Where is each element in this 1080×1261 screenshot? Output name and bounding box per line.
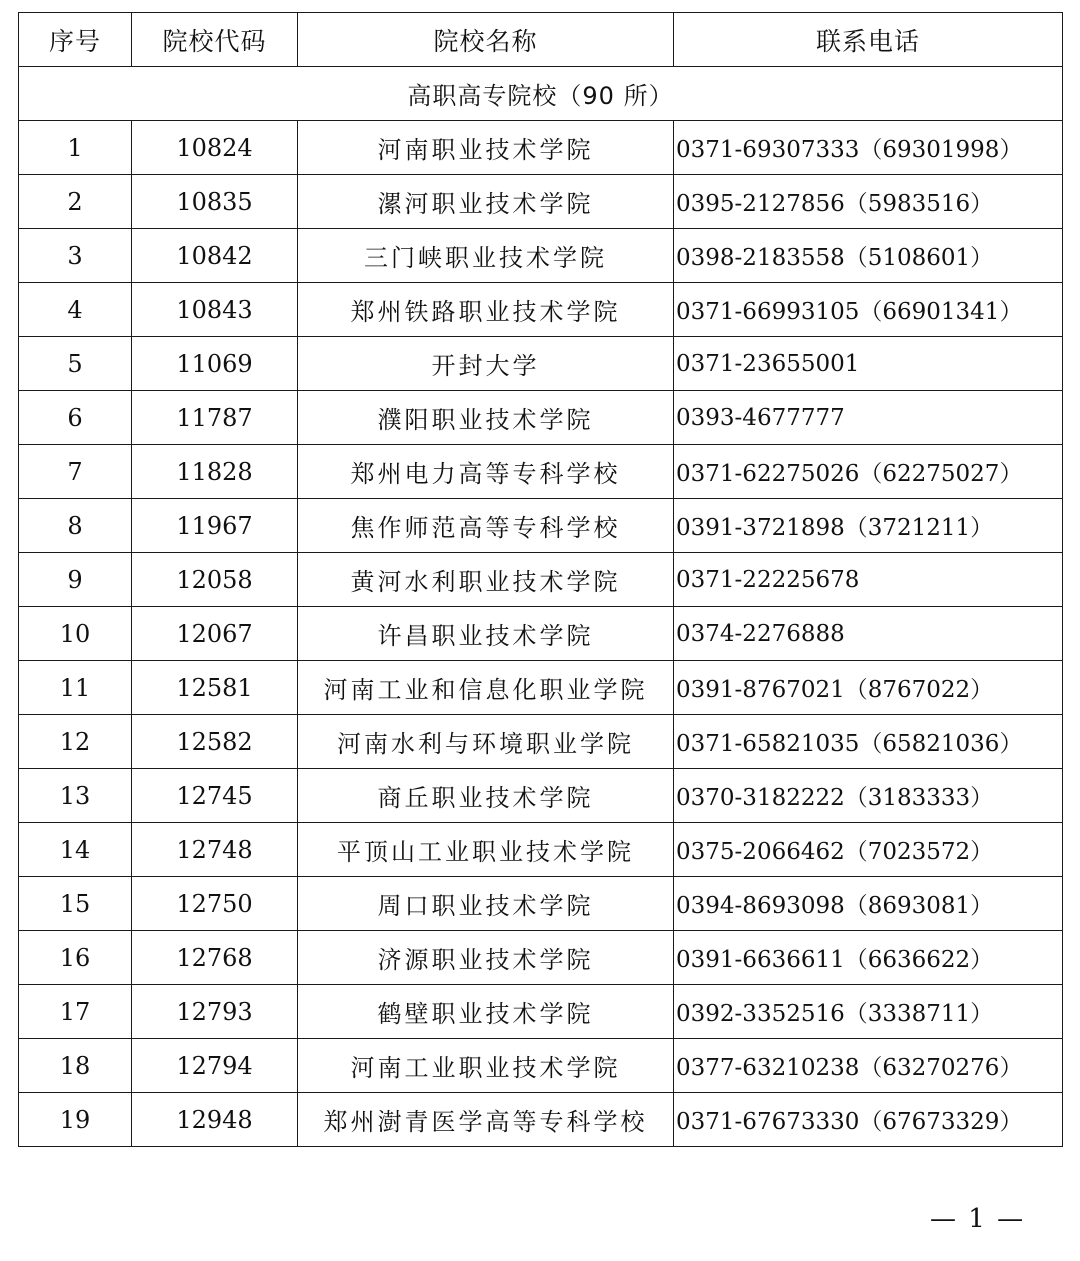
serial-number-cell: 13 [19, 769, 132, 823]
school-name-cell: 济源职业技术学院 [298, 931, 674, 985]
serial-number-cell: 8 [19, 499, 132, 553]
school-code-cell: 10843 [132, 283, 298, 337]
school-name-cell: 焦作师范高等专科学校 [298, 499, 674, 553]
serial-number-cell: 19 [19, 1093, 132, 1147]
school-name-cell: 周口职业技术学院 [298, 877, 674, 931]
serial-number-cell: 16 [19, 931, 132, 985]
table-row [19, 445, 1063, 499]
contact-phone-cell: 0371-67673330（67673329） [674, 1093, 1063, 1147]
school-code-cell: 12748 [132, 823, 298, 877]
contact-phone-cell: 0398-2183558（5108601） [674, 229, 1063, 283]
school-name-cell: 许昌职业技术学院 [298, 607, 674, 661]
section-title: 高职高专院校（90 所） [19, 67, 1063, 121]
section-row [19, 67, 1063, 121]
school-code-cell: 12750 [132, 877, 298, 931]
header-school-code: 院校代码 [132, 13, 298, 67]
header-school-name: 院校名称 [298, 13, 674, 67]
table-row [19, 985, 1063, 1039]
contact-phone-cell: 0377-63210238（63270276） [674, 1039, 1063, 1093]
table-row [19, 1039, 1063, 1093]
contact-phone-cell: 0391-8767021（8767022） [674, 661, 1063, 715]
table-row [19, 823, 1063, 877]
contact-phone-cell: 0371-23655001 [674, 337, 1063, 391]
contact-phone-cell: 0392-3352516（3338711） [674, 985, 1063, 1039]
school-code-cell: 12745 [132, 769, 298, 823]
school-code-cell: 12768 [132, 931, 298, 985]
school-name-cell: 河南工业职业技术学院 [298, 1039, 674, 1093]
school-code-cell: 12793 [132, 985, 298, 1039]
school-code-cell: 11967 [132, 499, 298, 553]
school-code-cell: 12794 [132, 1039, 298, 1093]
serial-number-cell: 18 [19, 1039, 132, 1093]
school-code-cell: 11787 [132, 391, 298, 445]
table-row [19, 1093, 1063, 1147]
contact-phone-cell: 0371-65821035（65821036） [674, 715, 1063, 769]
serial-number-cell: 7 [19, 445, 132, 499]
school-code-cell: 12058 [132, 553, 298, 607]
table-row [19, 931, 1063, 985]
serial-number-cell: 2 [19, 175, 132, 229]
table-row [19, 769, 1063, 823]
serial-number-cell: 12 [19, 715, 132, 769]
school-name-cell: 漯河职业技术学院 [298, 175, 674, 229]
school-name-cell: 郑州澍青医学高等专科学校 [298, 1093, 674, 1147]
contact-phone-cell: 0371-62275026（62275027） [674, 445, 1063, 499]
school-name-cell: 平顶山工业职业技术学院 [298, 823, 674, 877]
table-row [19, 229, 1063, 283]
table-row [19, 391, 1063, 445]
school-name-cell: 开封大学 [298, 337, 674, 391]
table-row [19, 661, 1063, 715]
serial-number-cell: 3 [19, 229, 132, 283]
serial-number-cell: 6 [19, 391, 132, 445]
page-number: — 1 — [930, 1204, 1026, 1234]
table-row [19, 877, 1063, 931]
contact-phone-cell: 0393-4677777 [674, 391, 1063, 445]
school-code-cell: 12582 [132, 715, 298, 769]
school-name-cell: 郑州电力高等专科学校 [298, 445, 674, 499]
table-row [19, 715, 1063, 769]
school-code-cell: 12948 [132, 1093, 298, 1147]
school-code-cell: 10842 [132, 229, 298, 283]
school-name-cell: 河南水利与环境职业学院 [298, 715, 674, 769]
table-row [19, 283, 1063, 337]
header-row [19, 13, 1063, 67]
school-name-cell: 黄河水利职业技术学院 [298, 553, 674, 607]
school-name-cell: 鹤壁职业技术学院 [298, 985, 674, 1039]
table-row [19, 607, 1063, 661]
contact-phone-cell: 0371-69307333（69301998） [674, 121, 1063, 175]
school-code-cell: 11828 [132, 445, 298, 499]
school-name-cell: 商丘职业技术学院 [298, 769, 674, 823]
contact-phone-cell: 0374-2276888 [674, 607, 1063, 661]
table-row [19, 553, 1063, 607]
school-code-cell: 10835 [132, 175, 298, 229]
contact-phone-cell: 0375-2066462（7023572） [674, 823, 1063, 877]
serial-number-cell: 4 [19, 283, 132, 337]
school-name-cell: 郑州铁路职业技术学院 [298, 283, 674, 337]
contact-phone-cell: 0391-3721898（3721211） [674, 499, 1063, 553]
serial-number-cell: 14 [19, 823, 132, 877]
header-serial-number: 序号 [19, 13, 132, 67]
contact-phone-cell: 0370-3182222（3183333） [674, 769, 1063, 823]
serial-number-cell: 1 [19, 121, 132, 175]
contact-phone-cell: 0394-8693098（8693081） [674, 877, 1063, 931]
school-code-cell: 11069 [132, 337, 298, 391]
school-name-cell: 三门峡职业技术学院 [298, 229, 674, 283]
contact-phone-cell: 0371-22225678 [674, 553, 1063, 607]
table-row [19, 121, 1063, 175]
serial-number-cell: 11 [19, 661, 132, 715]
serial-number-cell: 17 [19, 985, 132, 1039]
school-contact-table [18, 12, 1063, 1147]
serial-number-cell: 10 [19, 607, 132, 661]
school-code-cell: 12581 [132, 661, 298, 715]
serial-number-cell: 9 [19, 553, 132, 607]
table-row [19, 175, 1063, 229]
school-name-cell: 河南工业和信息化职业学院 [298, 661, 674, 715]
contact-phone-cell: 0391-6636611（6636622） [674, 931, 1063, 985]
serial-number-cell: 5 [19, 337, 132, 391]
table-row [19, 337, 1063, 391]
school-code-cell: 12067 [132, 607, 298, 661]
school-name-cell: 濮阳职业技术学院 [298, 391, 674, 445]
header-contact-phone: 联系电话 [674, 13, 1063, 67]
school-code-cell: 10824 [132, 121, 298, 175]
contact-phone-cell: 0371-66993105（66901341） [674, 283, 1063, 337]
table-row [19, 499, 1063, 553]
school-name-cell: 河南职业技术学院 [298, 121, 674, 175]
contact-phone-cell: 0395-2127856（5983516） [674, 175, 1063, 229]
serial-number-cell: 15 [19, 877, 132, 931]
